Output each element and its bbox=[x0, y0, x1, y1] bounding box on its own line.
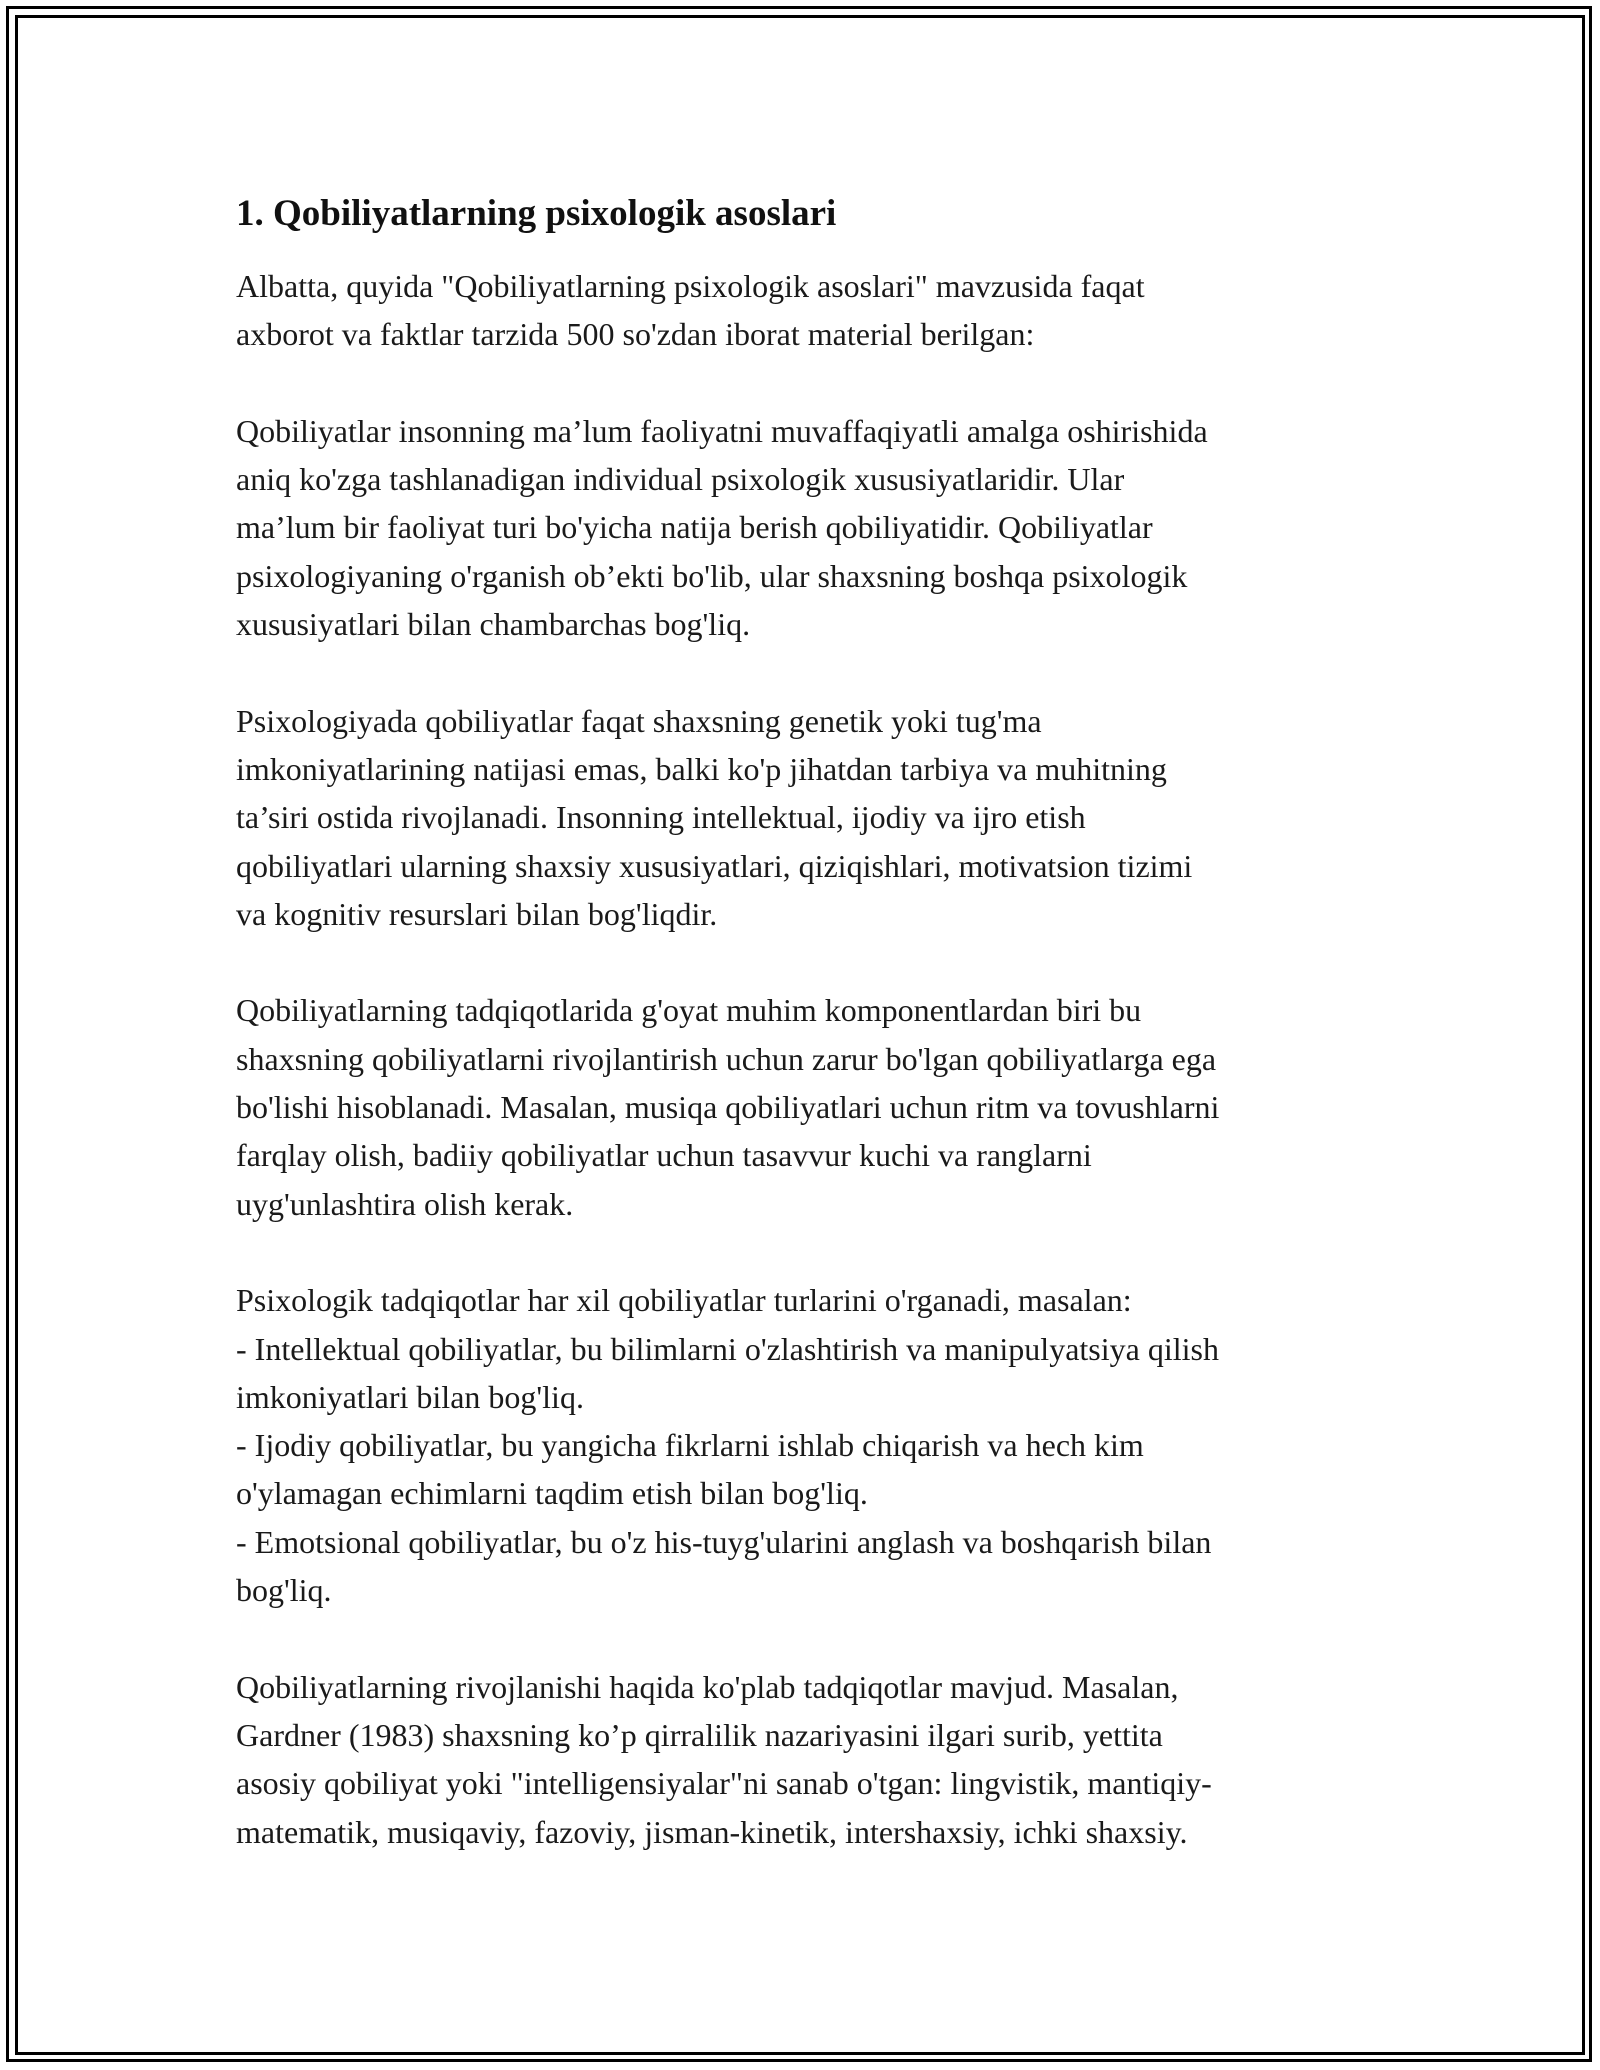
section-heading: 1. Qobiliyatlarning psixologik asoslari bbox=[236, 193, 837, 234]
document-body bbox=[236, 186, 1376, 1856]
paragraph-intro: Albatta, quyida "Qobiliyatlarning psixologik asoslari" mavzusida faqat axborot va faktlar tarzida 500 so'zdan iborat material berilgan: bbox=[236, 268, 1145, 353]
paragraph-components: Qobiliyatlarning tadqiqotlarida g'oyat muhim komponentlardan biri bu shaxsning qobiliyatlarni rivojlantirish uchun zarur bo'lgan qobiliyatlarga ega bo'lishi hisoblanadi. Masalan, musiqa qobiliyatlari uchun ritm va tovushlarni farqlay olish, badiiy qobiliyatlar uchun tasavvur kuchi va ranglarni uyg'unlashtira olish kerak. bbox=[236, 992, 1220, 1222]
paragraph-gardner: Qobiliyatlarning rivojlanishi haqida ko'plab tadqiqotlar mavjud. Masalan, Gardner (1983) shaxsning ko’p qirralilik nazariyasini ilgari surib, yettita asosiy qobiliyat yoki "intelligensiyalar"ni sanab o'tgan: lingvistik, mantiqiy- matematik, musiqaviy, fazoviy, jisman-kinetik, intershaxsiy, ichki shaxsiy. bbox=[236, 1668, 1212, 1850]
paragraph-definition: Qobiliyatlar insonning ma’lum faoliyatni muvaffaqiyatli amalga oshirishida aniq ko'zga tashlanadigan individual psixologik xususiyatlaridir. Ular ma’lum bir faoliyat turi bo'yicha natija berish qobiliyatidir. Qobiliyatlar psixologiyaning o'rganish ob’ekti bo'lib, ular shaxsning boshqa psixologik xususiyatlari bilan chambarchas bog'liq. bbox=[236, 412, 1208, 643]
paragraph-development: Psixologiyada qobiliyatlar faqat shaxsning genetik yoki tug'ma imkoniyatlarining natijasi emas, balki ko'p jihatdan tarbiya va muhitning ta’siri ostida rivojlanadi. Insonning intellektual, ijodiy va ijro etish qobiliyatlari ularning shaxsiy xususiyatlari, qiziqishlari, motivatsion tizimi va kognitiv resurslari bilan bog'liqdir. bbox=[236, 702, 1193, 932]
paragraph-types-list: Psixologik tadqiqotlar har xil qobiliyatlar turlarini o'rganadi, masalan: - Intellektual qobiliyatlar, bu bilimlarni o'zlashtirish va manipulyatsiya qilish imkoniyatlari bilan bog'liq. - Ijodiy qobiliyatlar, bu yangicha fikrlarni ishlab chiqarish va hech kim o'ylamagan echimlarni taqdim etish bilan bog'liq. - Emotsional qobiliyatlar, bu o'z his-tuyg'ularini anglash va boshqarish bilan bog'liq. bbox=[236, 1282, 1219, 1609]
